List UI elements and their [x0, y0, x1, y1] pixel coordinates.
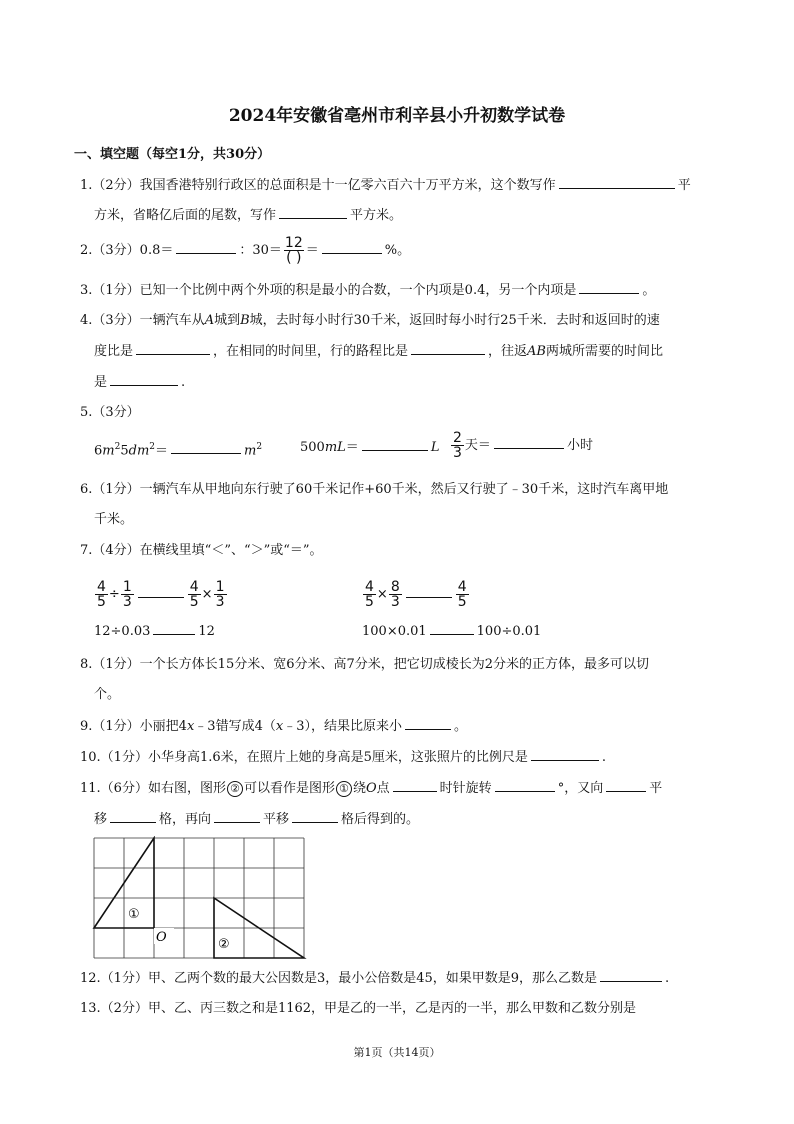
question-4-cont: 度比是 ，在相同的时间里，行的路程比是 ，往返AB两城所需要的时间比 — [94, 344, 664, 359]
q11-blank-3[interactable] — [606, 779, 646, 792]
question-2 — [80, 236, 410, 266]
q10-blank[interactable] — [531, 748, 599, 761]
grid-lines — [94, 838, 304, 958]
q7-expr-1: $\frac{4}{5}$ ÷ $\frac{1}{3}$ $\frac{4}{5}$ × $\frac{1}{3}$ — [97, 579, 225, 610]
question-10: 10.（1分）小华身高1.6米，在照片上她的身高是5厘米，这张照片的比例尺是 . — [80, 750, 607, 765]
shape-1-label: ① — [128, 907, 140, 922]
q2-text-3: ＝ — [305, 243, 319, 258]
q11-blank-4[interactable] — [110, 810, 156, 823]
point-o-label: O — [156, 930, 167, 945]
question-6: 6.（1分）一辆汽车从甲地向东行驶了60千米记作+60千米，然后又行驶了﹣30千米，这时汽车离甲地 — [80, 482, 669, 497]
page-footer: 第1页（共14页） — [353, 1046, 441, 1059]
q2-text: 2.（3分）0.8＝ — [80, 243, 174, 258]
shape-2-label: ② — [218, 937, 230, 952]
q2-blank-2[interactable] — [322, 241, 382, 254]
q7-blank-4[interactable] — [430, 622, 474, 635]
q1-text-2: 平 — [677, 178, 691, 193]
q5-part-2: 500mL＝ L — [300, 440, 440, 455]
q12-blank[interactable] — [600, 969, 662, 982]
q3-text-2: 。 — [642, 283, 656, 298]
question-7: 7.（4分）在横线里填“＜”、“＞”或“＝”。 — [80, 543, 323, 558]
q3-blank[interactable] — [579, 281, 639, 294]
q5-part-3: $\frac{2}{3}$ 天＝ 小时 — [453, 430, 593, 461]
q7-blank-3[interactable] — [153, 622, 195, 635]
q5-blank-2[interactable] — [362, 438, 428, 451]
page-title: 2024年安徽省亳州市利辛县小升初数学试卷 — [228, 106, 566, 126]
q5-fraction: $\frac{2}{3}$ — [453, 430, 462, 461]
question-5: 5.（3分） — [80, 405, 140, 420]
question-11: 11.（6分）如右图，图形 ② 可以看作是图形 ① 绕O点 时针旋转 °，又向 平 — [80, 781, 663, 796]
q7-expr-3: 12÷0.03 12 — [94, 624, 215, 639]
question-13: 13.（2分）甲、乙、丙三数之和是1162，甲是乙的一半，乙是丙的一半，那么甲数和乙数分别是 — [80, 1001, 637, 1016]
q1-text: 1.（2分）我国香港特别行政区的总面积是十一亿零六百六十万平方米，这个数写作 — [80, 178, 556, 193]
q9-blank[interactable] — [405, 717, 451, 730]
q5-part-1: $6m^25dm^2= m^2$ — [94, 442, 263, 459]
section-heading: 一、填空题（每空1分，共30分） — [74, 147, 271, 162]
q7-blank-1[interactable] — [138, 585, 184, 598]
question-1 — [80, 176, 691, 195]
q4-blank-2[interactable] — [411, 342, 485, 355]
question-4: 4.（3分）一辆汽车从A城到B城，去时每小时行30千米，返回时每小时行25千米．去时和返回时的速 — [80, 313, 660, 328]
q7-expr-4: 100×0.01 100÷0.01 — [362, 624, 542, 639]
q4-blank-3[interactable] — [110, 373, 178, 386]
q3-text: 3.（1分）已知一个比例中两个外项的积是最小的合数，一个内项是0.4，另一个内项是 — [80, 283, 577, 298]
q1-blank-1[interactable] — [559, 176, 675, 189]
question-8: 8.（1分）一个长方体长15分米、宽6分米、高7分米，把它切成棱长为2分米的正方体，最多可以切 — [80, 657, 650, 672]
q2-blank-1[interactable] — [176, 241, 236, 254]
q5-blank-3[interactable] — [494, 436, 564, 449]
q4-blank-1[interactable] — [136, 342, 210, 355]
q11-blank-5[interactable] — [214, 810, 260, 823]
q7-expr-2: $\frac{4}{5}$ × $\frac{8}{3}$ $\frac{4}{5}$ — [365, 579, 467, 610]
question-8-cont: 个。 — [94, 687, 121, 702]
q11-blank-6[interactable] — [292, 810, 338, 823]
rotation-grid-figure — [92, 836, 310, 960]
q11-blank-1[interactable] — [393, 779, 437, 792]
q2-text-2: ：30＝ — [239, 243, 282, 258]
q7-blank-2[interactable] — [406, 585, 452, 598]
question-9: 9.（1分）小丽把4x﹣3错写成4（x﹣3），结果比原来小 。 — [80, 719, 467, 734]
q1-text-3: 方米，省略亿后面的尾数，写作 — [94, 208, 277, 223]
question-3 — [80, 281, 655, 300]
question-1-cont — [94, 206, 402, 225]
q5-blank-1[interactable] — [171, 441, 241, 454]
q11-blank-2[interactable] — [495, 779, 555, 792]
question-4-cont-2: 是 . — [94, 375, 186, 390]
q2-fraction: $\frac{12}{( )}$ — [284, 235, 303, 266]
question-12: 12.（1分）甲、乙两个数的最大公因数是3，最小公倍数是45，如果甲数是9，那么乙数是 . — [80, 971, 670, 986]
question-11-cont: 移 格，再向 平移 格后得到的。 — [94, 812, 420, 827]
question-6-cont: 千米。 — [94, 512, 134, 527]
q1-blank-2[interactable] — [279, 206, 347, 219]
q1-text-4: 平方米。 — [350, 208, 403, 223]
q2-text-4: %。 — [384, 243, 411, 258]
